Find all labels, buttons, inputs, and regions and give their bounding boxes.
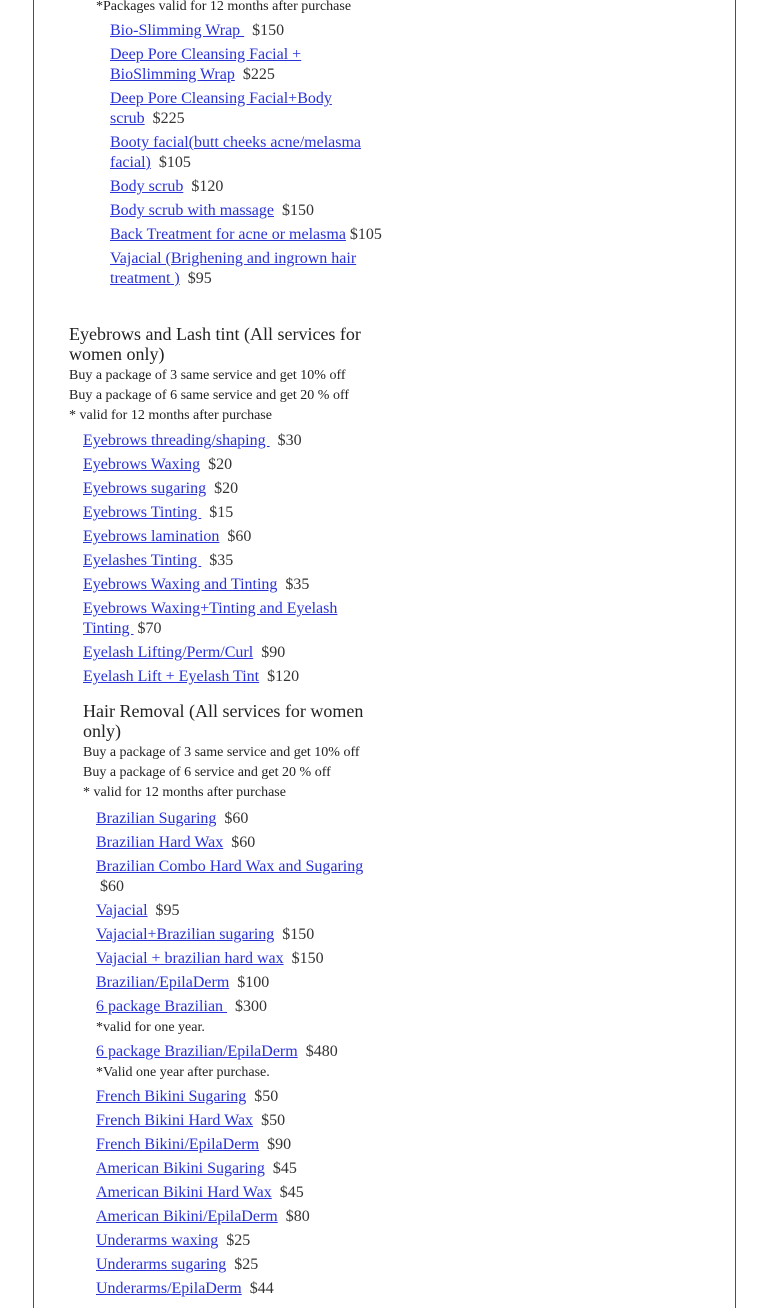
list-item (110, 201, 385, 221)
service-link[interactable]: Vajacial (96, 902, 148, 919)
service-price: $50 (261, 1112, 286, 1129)
service-link[interactable]: Underarms sugaring (96, 1256, 227, 1273)
service-link[interactable]: Deep Pore Cleansing Facial + BioSlimming Wrap (110, 46, 302, 83)
service-link[interactable]: Brazilian Combo Hard Wax and Sugaring (96, 858, 364, 875)
service-price: $480 (305, 1043, 338, 1060)
list-item (83, 643, 383, 663)
list-item (110, 177, 385, 197)
service-price: $80 (285, 1208, 310, 1225)
section-title: Eyebrows and Lash tint (All services for women only) (69, 324, 361, 364)
service-price: $15 (209, 504, 234, 521)
service-price: $225 (152, 110, 185, 127)
service-price: $20 (214, 480, 239, 497)
service-price: $105 (349, 226, 382, 243)
service-price: $35 (285, 576, 310, 593)
service-link[interactable]: French Bikini Sugaring (96, 1088, 247, 1105)
service-price: $95 (155, 902, 180, 919)
service-price: $90 (261, 644, 286, 661)
list-item (96, 949, 386, 969)
service-price: $150 (291, 950, 324, 967)
service-price: $20 (208, 456, 233, 473)
service-price: $50 (254, 1088, 279, 1105)
package-note: Buy a package of 3 same service and get 10% off (83, 745, 360, 760)
service-link[interactable]: Bio-Slimming Wrap (110, 22, 245, 39)
service-price: $120 (191, 178, 224, 195)
service-price: $25 (234, 1256, 259, 1273)
service-link[interactable]: French Bikini/EpilaDerm (96, 1136, 260, 1153)
service-link[interactable]: 6 package Brazilian (96, 998, 228, 1015)
list-item (96, 973, 386, 993)
service-link[interactable]: Vajacial (Brighening and ingrown hair treatment ) (110, 250, 357, 287)
service-price: $150 (252, 22, 285, 39)
service-price: $30 (277, 432, 302, 449)
service-link[interactable]: Eyebrows Waxing and Tinting (83, 576, 278, 593)
eyebrows-header (69, 324, 374, 426)
package-note: Buy a package of 3 same service and get 10% off (69, 368, 346, 383)
package-validity-note: *valid for one year. (96, 1020, 205, 1035)
service-price: $60 (231, 834, 256, 851)
service-link[interactable]: Eyelash Lifting/Perm/Curl (83, 644, 254, 661)
service-link[interactable]: Back Treatment for acne or melasma (110, 226, 346, 243)
service-link[interactable]: Deep Pore Cleansing Facial+Body scrub (110, 90, 332, 127)
service-link[interactable]: Brazilian Sugaring (96, 810, 217, 827)
package-validity-note: *Valid one year after purchase. (96, 1065, 270, 1080)
service-link[interactable]: Underarms waxing (96, 1232, 219, 1249)
service-price: $120 (267, 668, 300, 685)
service-link[interactable]: Booty facial(butt cheeks acne/melasma facial) (110, 134, 362, 171)
list-item (83, 479, 383, 499)
service-price: $44 (249, 1280, 274, 1297)
list-item (83, 667, 383, 687)
service-link[interactable]: Eyebrows sugaring (83, 480, 207, 497)
service-price: $45 (272, 1160, 297, 1177)
service-price: $60 (100, 878, 124, 895)
list-item (110, 133, 385, 173)
hair-removal-header (83, 701, 383, 803)
service-price: $150 (281, 202, 314, 219)
list-item (96, 1231, 386, 1251)
service-link[interactable]: American Bikini Hard Wax (96, 1184, 272, 1201)
service-link[interactable]: Eyelash Lift + Eyelash Tint (83, 668, 260, 685)
service-price: $60 (224, 810, 249, 827)
list-item (96, 1279, 386, 1299)
body-services-list (110, 21, 385, 289)
list-item (96, 1135, 386, 1155)
list-item (83, 551, 383, 571)
service-link[interactable]: Eyebrows lamination (83, 528, 220, 545)
list-item (96, 1207, 386, 1227)
service-price: $105 (158, 154, 191, 171)
list-item (83, 599, 383, 639)
service-link[interactable]: Eyebrows threading/shaping (83, 432, 270, 449)
list-item (96, 857, 386, 897)
list-item (96, 833, 386, 853)
section-title: Hair Removal (All services for women only) (83, 701, 364, 741)
service-link[interactable]: Vajacial + brazilian hard wax (96, 950, 284, 967)
body-packages-note: *Packages valid for 12 months after purchase (96, 0, 352, 14)
service-link[interactable]: Eyebrows Tinting (83, 504, 202, 521)
hair-removal-services-list (96, 809, 386, 1299)
service-link[interactable]: Vajacial+Brazilian sugaring (96, 926, 275, 943)
service-price: $150 (282, 926, 315, 943)
service-price: $45 (279, 1184, 304, 1201)
service-link[interactable]: Eyebrows Waxing+Tinting and Eyelash Tinting (83, 600, 338, 637)
service-link[interactable]: Brazilian Hard Wax (96, 834, 224, 851)
list-item (96, 1042, 386, 1062)
list-item (96, 1183, 386, 1203)
service-price: $60 (227, 528, 252, 545)
list-item (96, 1087, 386, 1107)
service-link[interactable]: Body scrub with massage (110, 202, 274, 219)
service-link[interactable]: Eyelashes Tinting (83, 552, 202, 569)
service-price: $90 (267, 1136, 292, 1153)
service-price: $225 (242, 66, 275, 83)
service-price: $35 (209, 552, 234, 569)
list-item (110, 45, 385, 85)
validity-note: * valid for 12 months after purchase (83, 785, 286, 800)
package-note: Buy a package of 6 service and get 20 % off (83, 765, 331, 780)
list-item (96, 809, 386, 829)
service-link[interactable]: American Bikini Sugaring (96, 1160, 265, 1177)
service-link[interactable]: Body scrub (110, 178, 184, 195)
service-link[interactable]: Eyebrows Waxing (83, 456, 201, 473)
service-link[interactable]: Brazilian/EpilaDerm (96, 974, 230, 991)
list-item (110, 249, 385, 289)
service-price: $70 (137, 620, 162, 637)
list-item (96, 925, 386, 945)
eyebrows-services-list (83, 431, 383, 687)
list-item (83, 431, 383, 451)
package-note: Buy a package of 6 same service and get 20 % off (69, 388, 350, 403)
service-link[interactable]: Underarms/EpilaDerm (96, 1280, 242, 1297)
list-item (96, 1255, 386, 1275)
list-item (96, 997, 386, 1017)
service-link[interactable]: French Bikini Hard Wax (96, 1112, 254, 1129)
service-price: $100 (237, 974, 270, 991)
list-item (96, 1111, 386, 1131)
list-item (110, 21, 385, 41)
list-item (110, 89, 385, 129)
list-item (110, 225, 385, 245)
service-price: $25 (226, 1232, 251, 1249)
service-link[interactable]: American Bikini/EpilaDerm (96, 1208, 278, 1225)
list-item (96, 901, 386, 921)
list-item (83, 527, 383, 547)
list-item (83, 575, 383, 595)
service-price: $95 (187, 270, 212, 287)
service-link[interactable]: 6 package Brazilian/EpilaDerm (96, 1043, 298, 1060)
list-item (96, 1159, 386, 1179)
validity-note: * valid for 12 months after purchase (69, 408, 272, 423)
service-price: $300 (235, 998, 268, 1015)
list-item (83, 503, 383, 523)
list-item (83, 455, 383, 475)
